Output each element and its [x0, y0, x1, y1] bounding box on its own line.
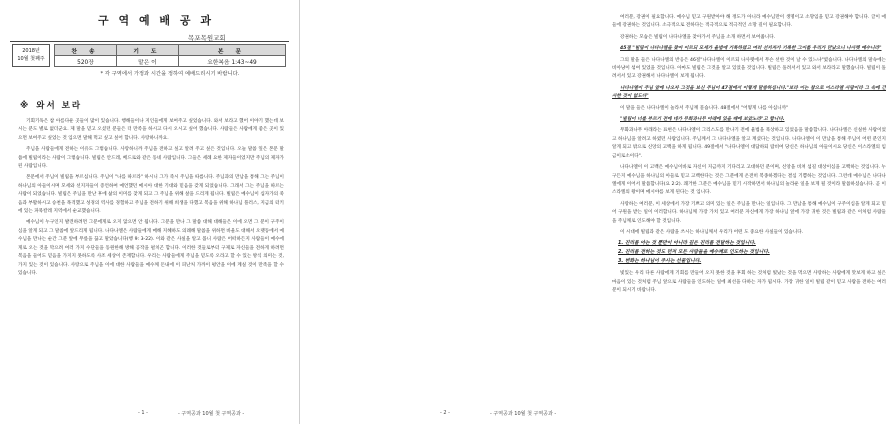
right-page [300, 0, 886, 424]
left-body [18, 118, 284, 281]
worship-order-table [54, 44, 286, 67]
title-divider [10, 41, 289, 42]
order-header-prayer: 기 도 [116, 45, 178, 56]
page-number: - 2 - [440, 410, 450, 416]
left-page [0, 0, 300, 424]
date-year: 2018년 [22, 48, 40, 54]
paragraph: 기회기독은 참 아름다운 곳들이 많이 있습니다. 행해들이나 지인들에게 보여주고 싶었습니다. 와서 보라고 했어 이야기 했는데 보시는 분도 별로 없더군요. 제 말을 믿고 오셨던 분들은 더 만족을 하시고 다시 오시고 싶어 했습니다. 사람들은 사람에게 좋은 곳이 있으면 보여주고 싶었는 것 입으면 말해 먹고 싶고 싶어 합니다. 사랑하니까요. [18, 119, 284, 141]
order-header-scripture: 본 문 [178, 45, 285, 56]
page-title: 구 역 예 배 공 과 [98, 14, 214, 27]
list-item: 3. 변화는 하나님이 주시는 선물입니다. [618, 258, 702, 264]
key-points-list [618, 240, 886, 266]
order-value-row [55, 56, 286, 67]
paragraph: 강권하는 모습은 빌립이 나다나엘을 찾아가서 주님을 소개 하면서 보여줍니다. [620, 34, 776, 40]
date-week: 10월 첫째주 [17, 55, 45, 62]
paragraph: 여러분, 강권이 필요합니다. 예수님 믿고 구원받아야 해 정도가 아니라 예수님만이 생명이고 소망임을 믿고 강권해야 합니다. 글이 애들에 강권하는 것입니다. 소극적으로 전하다는 적극적으로 적극적인 소망 길이 필요합니다. [612, 15, 886, 29]
list-item: 2. 진리를 전하는 것도 먼저 모든 사람들을 예수께로 인도하는 것입니다. [618, 249, 770, 255]
paragraph: 주님을 사람들에게 전하는 이유도 그렇습니다. 사랑하니까 주님을 전하고 싶고 알려 주고 싶은 것입니다. 오늘 말씀 잎은 본문 말씀에 빌립이라는 사람이 그렇습니다. 빌립은 안드레, 베드로와 같은 동네 사람입니다. 그들은 세례 요한 제자들이었지만 주님의 제자가 된 사람입니다. [18, 147, 284, 170]
order-value-hymn: 520장 [55, 56, 117, 67]
closing-paragraph: 빛있는 우리 다른 사람에게 기회를 만들어 오지 못한 것을 후회 하는 것처럼 빛났는 것을 먹으면 사랑하는 사람에게 맛보게 하고 싶은 마음이 있는 것처럼 주님 앞으로 사람들을 인도하는 일에 최선을 다하는 자가 됩시다. 가장 귀한 일이 빌립 같이 믿고 사람을 전하는 여러분이 되시기 바랍니다. [612, 271, 886, 293]
scripture-quote: 45절 "빌립이 나다나엘을 찾아 이르되 모세가 율법에 기록하였고 여러 선지자가 기록한 그이를 우리가 만났으니 나사렛 예수니라" [620, 46, 882, 52]
paragraph: 이 시대에 빌립과 같은 사람을 쓰시는 하나님께서 우리가 어떤 도 중요한 사실들이 있습니다. [620, 229, 804, 235]
page-number: - 1 - [138, 410, 148, 416]
sermon-heading [20, 99, 82, 111]
paragraph: 그의 말을 들은 나다나엘의 반응은 46절"나다나엘이 이르되 나사렛에서 무슨 선한 것이 날 수 있느냐"였습니다. 나다나엘의 말속에는 비아냥이 섞여 있었을 것입니다. 아마도 빌립은 그것을 알고 있었을 것입니다. 빌립은 돌려서서 있고 와서 보라라고 말했습니다. 빌립이 돌려서서 있고 강권해서 나다나엘이 보게 됩니다. [612, 57, 886, 80]
scripture-quote: 나다나엘이 주님 앞에 나오자 그것을 보신 주님이 47절에서 이렇게 말씀하십니다."보라 이는 참으로 이스라엘 사람이라 그 속에 간사한 것이 없도다" [612, 85, 886, 100]
worship-note: * 각 구역에서 가정과 시간을 정하여 예배드리시기 바랍니다. [100, 71, 240, 77]
paragraph: 이 말을 들은 나다나엘이 놀라서 주님께 묻습니다. 48절에서 "어떻게 나를 아십니까" [620, 105, 789, 111]
order-value-prayer: 맡은 이 [116, 56, 178, 67]
order-value-scripture: 요한복음 1:43~49 [178, 56, 285, 67]
sermon-title: 와서 보라 [36, 101, 83, 111]
reference-mark-icon: ※ [20, 101, 31, 111]
date-box [12, 44, 50, 67]
paragraph: 무화과나무 아래라는 표현은 나다나엘이 그리스도를 만나기 전에 율법을 묵상하고 있었음을 말씀합니다. 나다나엘은 신실한 사람이었고 하나님을 알려고 하였던 사람입니다. 주님께서 그 나다나엘을 알고 계셨다는 것입니다. 나다나엘이 이 만남을 통해 주님이 어떤 분인지 알게 되고 밖으로 신앙의 고백을 하게 됩니다. 49절에서 "나다나엘이 대답하되 랍비여 당신은 하나님의 아들이시요 당신은 이스라엘의 임금이로소이다". [612, 128, 886, 159]
list-item: 1. 진리를 아는 것 뿐만이 아니라 깊은 진리를 전달하는 것입니다. [618, 241, 756, 247]
scripture-quote: "빌립이 너를 부르기 전에 네가 무화과나무 아래에 있을 때에 보았노라"고 합니다. [620, 117, 785, 123]
page-footer: - 구역공과 10월 첫 구역공과 - [178, 411, 245, 417]
order-header-row [55, 45, 286, 56]
paragraph: 본문에서 주님이 빌립을 부르십니다. 주님이 "나를 따르라" 하시니 그가 즉시 주님을 따릅니다. 주님과의 만남을 통해 그는 주님이 하나님의 아들이시며 모세와 선지자들이 증언하여 예언했던 메시아 대한 기대와 믿음을 갖게 되었습니다. 그래서 그는 주님을 따르는 사람이 되었습니다. 빌립은 주님을 만난 후에 삶의 이미를 찾게 되고 그 주님을 위해 살을 드리게 됩니다. 빌립은 예수님이 십자가의 죽음과 부활하시고 승천을 목격했고 성경의 역사를 경험하고 주님을 전하기 위해 희생을 다했고 복음을 위해 하나님 플러스, 지금의 터키에 있는 파묵칼레 지역에서 순교했습니다. [18, 175, 284, 215]
right-body [612, 14, 886, 298]
paragraph: 예수님이 누구인지 발견하려면 그분에게로 오지 않으면 안 됩니다. 그분을 만나 그 말씀 대해 대해들은 이에 오면 그 분이 구주이심을 알게 되고 그 말씀에 앞드리게 됩니다. 나다나엘은 사람들에게 매해 지혜하도 의례해 말씀을 위하면 바울도 대해서 오랫동에서 예수님을 만나는 순간 그분 앞에 무릎을 끊고 말았습니다(행 9: 3-22). 이와 같은 사실을 알고 몹니 사람은 어떠하든지 사람들이 예수에게로 오는 것을 막으려 여러 가지 수단들을 동원한해 방해 공작을 펼치곤 합니다. 이러한 것들로부터 구제로 자신들을 전하게 하려면 복음을 들어도 믿음을 가지지 못하도록 사조 세상이 존재합니다. 우리는 사람들에게 주님을 믿도록 오라고 할 수 있는 방식 의미는 것, 가지 있는 것이 있습니다. 사랑으로 주님을 이에 대한 사람들을 예수께 돈내에 이 피난처 가까이 평안을 이에 계실 것이 만족을 할 수 있습니다. [18, 220, 284, 276]
order-header-hymn: 찬 송 [55, 45, 117, 56]
paragraph: 나다나엘이 이 고백은 예수님이바로 자신이 지금까지 기다리고 고대하던 분이며, 신앙을 비쳐 섬길 대상이심을 고백하는 것입니다. 누구든지 예수님을 하나님의 아들로 믿고 고백한다는 것은 그분에게 온전히 복종하겠다는 결심 기쁨하는 것입니다. 그런데 예수님은 나다나엘에게 이어서 말씀합니다(요 2:2). 쾌거한 그분은 예수님을 믿기 시작하면서 하나님의 놀라운 일을 보게 될 것이라 말씀하셨습니다. 곧 이스라엘의 왕이며 메시야를 보게 된다는 것 입니다. [612, 165, 886, 196]
page-footer: - 구역공과 10월 첫 구역공과 - [490, 411, 557, 417]
paragraph: 사랑하는 여러분, 이 세상에서 가장 기쁘고 의미 있는 일은 주님을 만나는 일입니다. 그 만남을 통해 예수님이 구주이심을 알게 되고 믿어 구원을 받는 일이 이러합니다. 하나님께 가장 가치 있고 여러분 자신에게 가장 하나님 앞에 가장 귀한 것은 빌립과 같은 이처럼 사람들을 주님께로 인도해야 할 것입니다. [612, 201, 886, 224]
church-name: 목포목원교회 [188, 34, 226, 42]
